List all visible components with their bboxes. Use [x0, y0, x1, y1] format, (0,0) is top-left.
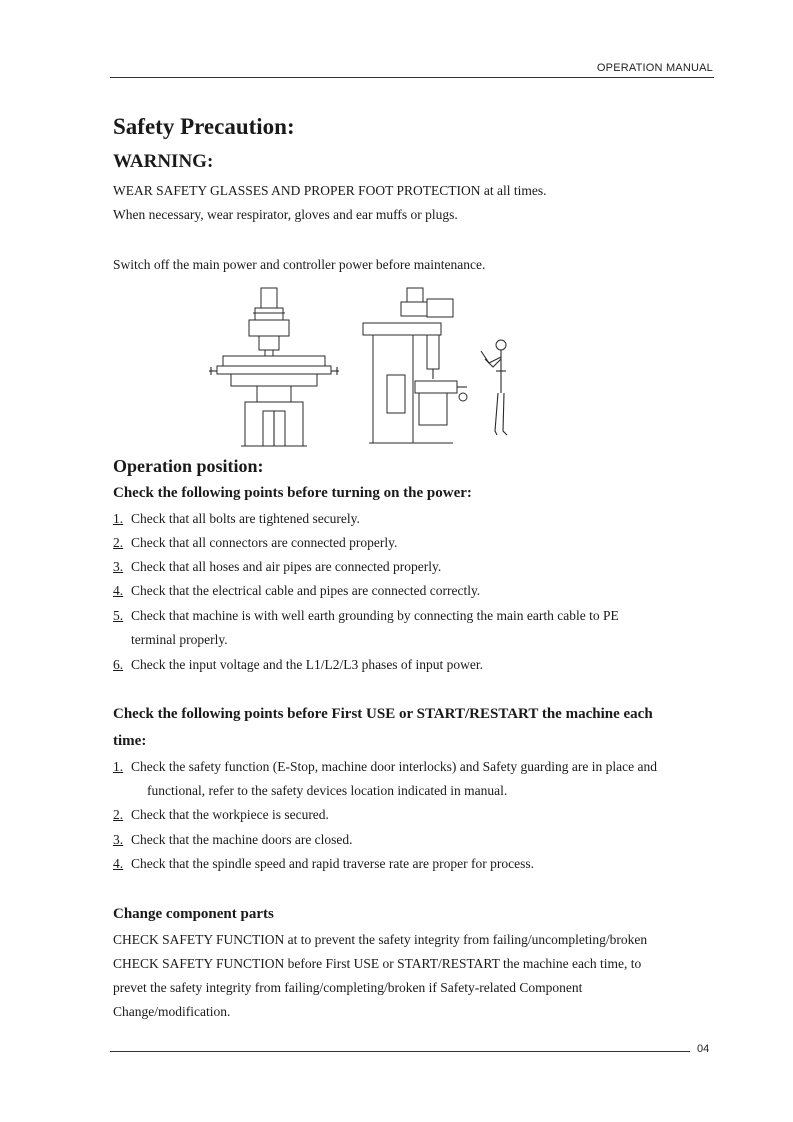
item-number: 1. [113, 759, 124, 774]
list-item-continuation [147, 783, 507, 799]
item-text: Check that the electrical cable and pipes are connected correctly. [131, 583, 481, 598]
item-text: Check that machine is with well earth grounding by connecting the main earth cable to PE [131, 608, 619, 623]
item-text: Check the safety function (E-Stop, machine door interlocks) and Safety guarding are in place and [131, 759, 657, 774]
list-item [113, 535, 397, 551]
change-heading: Change component parts [113, 906, 274, 922]
warning-heading: WARNING: [113, 151, 214, 172]
item-text: Check that the workpiece is secured. [131, 807, 329, 822]
item-text: Check the input voltage and the L1/L2/L3 phases of input power. [131, 657, 484, 672]
footer-rule [110, 1051, 690, 1052]
change-line-1: CHECK SAFETY FUNCTION at to prevent the safety integrity from failing/uncompleting/broken [113, 932, 648, 947]
power-checklist-heading: Check the following points before turning on the power: [113, 485, 472, 501]
item-text: Check that the machine doors are closed. [131, 832, 353, 847]
warning-line-2: When necessary, wear respirator, gloves and ear muffs or plugs. [113, 207, 458, 222]
change-line-2: CHECK SAFETY FUNCTION before First USE or START/RESTART the machine each time, to [113, 956, 642, 971]
machine-front-view [209, 288, 339, 446]
item-text: Check that all bolts are tightened securely. [131, 511, 360, 526]
item-number: 4. [113, 583, 124, 598]
header-rule [110, 77, 714, 78]
item-number: 3. [113, 832, 124, 847]
item-text: functional, refer to the safety devices location indicated in manual. [147, 783, 508, 798]
list-item [113, 559, 441, 575]
item-number: 2. [113, 535, 124, 550]
use-checklist-heading-line-1: Check the following points before First USE or START/RESTART the machine each [113, 706, 653, 722]
list-item [113, 759, 657, 775]
list-item [113, 583, 480, 599]
page-title: Safety Precaution: [113, 114, 295, 139]
item-number: 4. [113, 856, 124, 871]
item-text: terminal properly. [131, 632, 228, 647]
list-item [113, 511, 360, 527]
list-item [113, 807, 329, 823]
item-number: 3. [113, 559, 124, 574]
item-text: Check that all hoses and air pipes are connected properly. [131, 559, 442, 574]
machine-illustration [205, 283, 525, 453]
list-item [113, 856, 534, 872]
change-line-4: Change/modification. [113, 1004, 231, 1019]
item-number: 6. [113, 657, 124, 672]
use-checklist-heading-line-2: time: [113, 733, 147, 749]
change-line-3: prevet the safety integrity from failing/completing/broken if Safety-related Component [113, 980, 583, 995]
item-number: 2. [113, 807, 124, 822]
list-item [113, 832, 353, 848]
list-item [113, 608, 619, 624]
item-number: 5. [113, 608, 124, 623]
machine-side-view [363, 288, 467, 443]
list-item [113, 657, 483, 673]
item-text: Check that the spindle speed and rapid traverse rate are proper for process. [131, 856, 534, 871]
warning-line-3: Switch off the main power and controller power before maintenance. [113, 257, 486, 272]
item-text: Check that all connectors are connected properly. [131, 535, 398, 550]
page-number: 04 [697, 1043, 710, 1055]
running-header: OPERATION MANUAL [596, 62, 713, 74]
operation-heading: Operation position: [113, 456, 264, 476]
list-item-continuation [131, 632, 228, 648]
operator-figure [481, 340, 507, 435]
warning-line-1: WEAR SAFETY GLASSES AND PROPER FOOT PROTECTION at all times. [113, 183, 547, 198]
item-number: 1. [113, 511, 124, 526]
